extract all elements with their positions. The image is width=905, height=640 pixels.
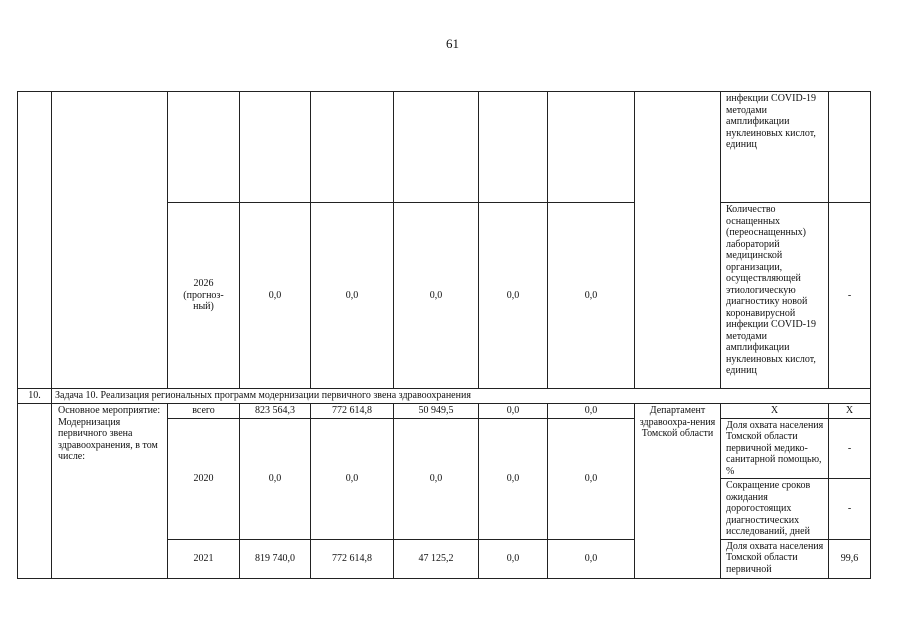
value-cell: 772 614,8 <box>311 539 394 578</box>
cell-value <box>311 92 394 203</box>
indicator-cell: Доля охвата населения Томской области первичной медико-санитарной помощью, % <box>721 418 829 479</box>
value-cell: 0,0 <box>479 539 548 578</box>
year-cell: 2026 (прогноз- ный) <box>168 203 240 389</box>
task-title: Задача 10. Реализация региональных программ модернизации первичного звена здравоохранения <box>52 389 871 404</box>
value-cell: 0,0 <box>548 404 635 419</box>
value-cell: 0,0 <box>479 203 548 389</box>
value-cell: 50 949,5 <box>394 404 479 419</box>
value-cell: 0,0 <box>311 203 394 389</box>
indicator-cell: инфекции COVID-19 методами амплификации нуклеиновых кислот, единиц <box>721 92 829 203</box>
indicator-value-cell: 99,6 <box>829 539 871 578</box>
row-label: всего <box>168 404 240 419</box>
indicator-cell: Сокращение сроков ожидания дорогостоящих диагностических исследований, дней <box>721 479 829 540</box>
task-number: 10. <box>18 389 52 404</box>
executor-cell: Департамент здравоохра-нения Томской области <box>635 404 721 579</box>
indicator-value-cell: - <box>829 203 871 389</box>
value-cell: 0,0 <box>548 539 635 578</box>
cell-executor <box>635 92 721 389</box>
page-number: 61 <box>446 36 459 51</box>
cell-value <box>394 92 479 203</box>
value-cell: 0,0 <box>479 404 548 419</box>
value-cell: 0,0 <box>479 418 548 539</box>
indicator-value-cell <box>829 92 871 203</box>
indicator-cell: Х <box>721 404 829 419</box>
table-row <box>18 404 871 419</box>
indicator-value-cell: Х <box>829 404 871 419</box>
table-row <box>18 92 871 203</box>
value-cell: 772 614,8 <box>311 404 394 419</box>
value-cell: 47 125,2 <box>394 539 479 578</box>
program-table <box>17 91 871 579</box>
value-cell: 0,0 <box>548 418 635 539</box>
event-name: Основное мероприятие: Модернизация первичного звена здравоохранения, в том числе: <box>52 404 168 579</box>
task-row <box>18 389 871 404</box>
indicator-value-cell: - <box>829 479 871 540</box>
cell-value <box>240 92 311 203</box>
value-cell: 0,0 <box>240 203 311 389</box>
year-cell: 2021 <box>168 539 240 578</box>
value-cell: 0,0 <box>548 203 635 389</box>
value-cell: 0,0 <box>394 418 479 539</box>
value-cell: 0,0 <box>240 418 311 539</box>
cell-value <box>548 92 635 203</box>
indicator-value-cell: - <box>829 418 871 479</box>
value-cell: 819 740,0 <box>240 539 311 578</box>
cell-number <box>18 404 52 579</box>
value-cell: 823 564,3 <box>240 404 311 419</box>
value-cell: 0,0 <box>394 203 479 389</box>
indicator-cell: Доля охвата населения Томской области первичной <box>721 539 829 578</box>
indicator-cell: Количество оснащенных (переоснащенных) лабораторий медицинской организации, осуществляющей этиологическую диагностику новой коронавирусной инфекции COVID-19 методами амплификации нуклеиновых кислот, единиц <box>721 203 829 389</box>
value-cell: 0,0 <box>311 418 394 539</box>
cell-value <box>479 92 548 203</box>
cell-year <box>168 92 240 203</box>
year-cell: 2020 <box>168 418 240 539</box>
cell-number <box>18 92 52 389</box>
cell-event <box>52 92 168 389</box>
